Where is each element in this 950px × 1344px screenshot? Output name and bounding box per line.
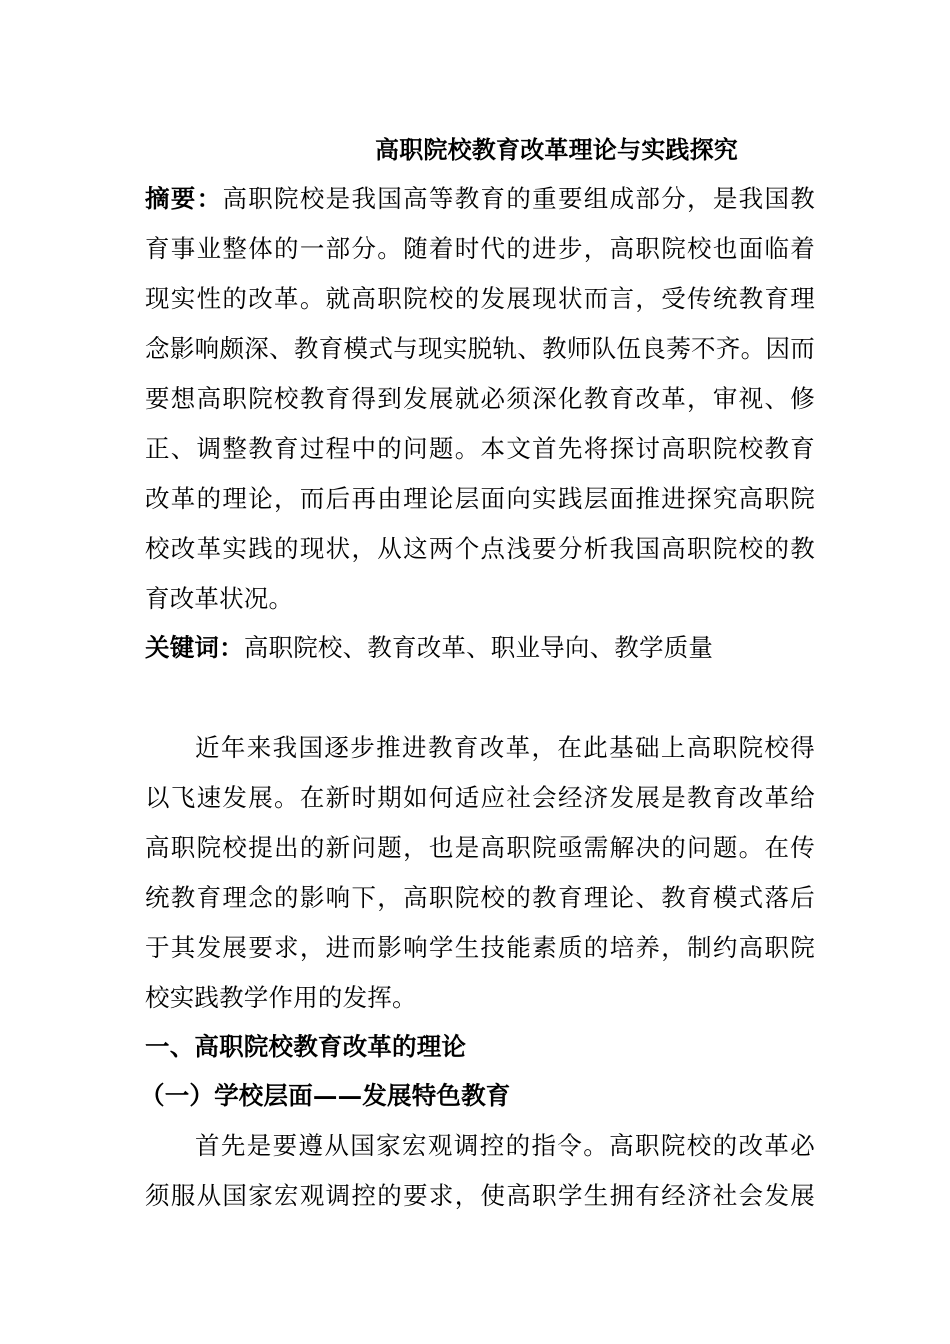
intro-line-1: 近年来我国逐步推进教育改革，在此基础上高职院校得	[195, 733, 815, 762]
subsection-heading-1: （一）学校层面——发展特色教育	[140, 1081, 511, 1110]
keywords-label: 关键词：	[145, 633, 244, 662]
body-line-2: 须服从国家宏观调控的要求，使高职学生拥有经济社会发展	[145, 1181, 815, 1210]
abstract-line-9: 育改革状况。	[145, 584, 294, 613]
abstract-line-5: 要想高职院校教育得到发展就必须深化教育改革，审视、修	[145, 384, 815, 413]
intro-line-6: 校实践教学作用的发挥。	[145, 983, 417, 1012]
document-title: 高职院校教育改革理论与实践探究	[375, 135, 738, 164]
abstract-text: 高职院校是我国高等教育的重要组成部分，是我国教	[222, 184, 815, 213]
abstract-line-1	[145, 182, 815, 216]
abstract-label: 摘要：	[145, 184, 223, 213]
intro-line-4: 统教育理念的影响下，高职院校的教育理论、教育模式落后	[145, 883, 815, 912]
keywords-text: 高职院校、教育改革、职业导向、教学质量	[243, 633, 714, 662]
abstract-line-7: 改革的理论，而后再由理论层面向实践层面推进探究高职院	[145, 484, 815, 513]
intro-line-2: 以飞速发展。在新时期如何适应社会经济发展是教育改革给	[145, 783, 815, 812]
abstract-line-4: 念影响颇深、教育模式与现实脱轨、教师队伍良莠不齐。因而	[145, 334, 815, 363]
body-line-1: 首先是要遵从国家宏观调控的指令。高职院校的改革必	[195, 1131, 815, 1160]
abstract-line-8: 校改革实践的现状，从这两个点浅要分析我国高职院校的教	[145, 534, 815, 563]
abstract-line-2: 育事业整体的一部分。随着时代的进步，高职院校也面临着	[145, 234, 815, 263]
abstract-line-3: 现实性的改革。就高职院校的发展现状而言，受传统教育理	[145, 284, 815, 313]
section-heading-1: 一、高职院校教育改革的理论	[145, 1032, 467, 1061]
keywords-line	[145, 631, 815, 665]
abstract-line-6: 正、调整教育过程中的问题。本文首先将探讨高职院校教育	[145, 434, 815, 463]
intro-line-3: 高职院校提出的新问题，也是高职院亟需解决的问题。在传	[145, 833, 815, 862]
intro-line-5: 于其发展要求，进而影响学生技能素质的培养，制约高职院	[145, 933, 815, 962]
